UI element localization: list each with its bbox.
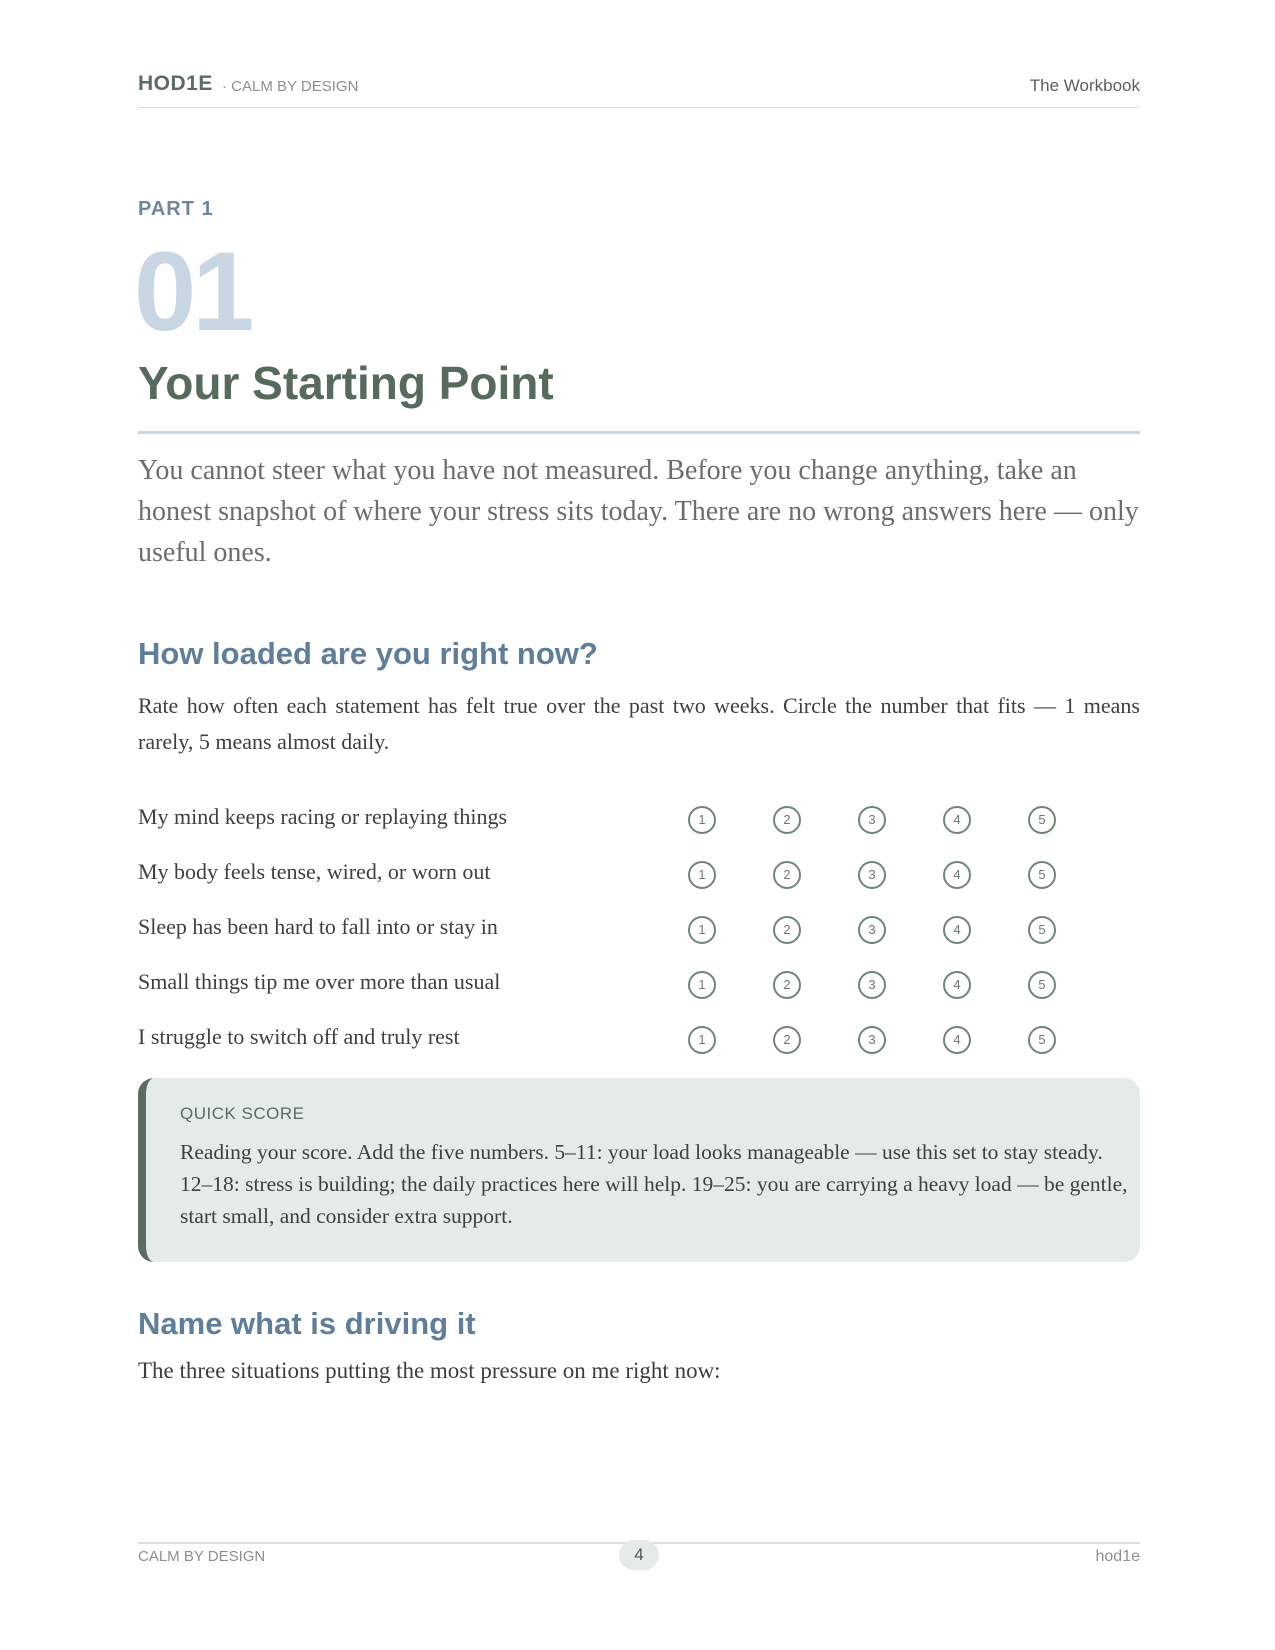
intro-paragraph: You cannot steer what you have not measured. Before you change anything, take an honest snapshot of where your stress sits today. There are no wrong answers here — only useful ones. (138, 455, 1139, 568)
rating-row (138, 800, 1140, 840)
brand-logo: HOD1E (138, 72, 213, 95)
rating-option[interactable]: 5 (1028, 806, 1056, 834)
chapter-title: Your Starting Point (138, 357, 554, 409)
rating-option[interactable]: 1 (688, 861, 716, 889)
rating-option[interactable]: 5 (1028, 1026, 1056, 1054)
section-heading-load: How loaded are you right now? (138, 636, 598, 671)
callout-text: Reading your score. Add the five numbers. 5–11: your load looks manageable — use this set to stay steady. 12–18: stress is building; the daily practices here will help. 19–25: you are carrying a heavy load — be gentle, start small, and consider extra support. (180, 1140, 1128, 1228)
rating-option[interactable]: 1 (688, 1026, 716, 1054)
rating-option[interactable]: 4 (943, 861, 971, 889)
rating-option[interactable]: 4 (943, 971, 971, 999)
rating-option[interactable]: 5 (1028, 861, 1056, 889)
rating-row (138, 965, 1140, 1005)
statement-label: Sleep has been hard to fall into or stay in (138, 914, 498, 939)
page-number-badge: 4 (619, 1540, 659, 1570)
statement-label: My body feels tense, wired, or worn out (138, 859, 491, 884)
rating-option[interactable]: 1 (688, 916, 716, 944)
rating-option[interactable]: 3 (858, 1026, 886, 1054)
rating-option[interactable]: 2 (773, 861, 801, 889)
rating-option[interactable]: 4 (943, 916, 971, 944)
rating-option[interactable]: 2 (773, 1026, 801, 1054)
rating-option[interactable]: 1 (688, 971, 716, 999)
rating-option[interactable]: 3 (858, 806, 886, 834)
statement-label: My mind keeps racing or replaying things (138, 804, 508, 829)
rating-option[interactable]: 2 (773, 916, 801, 944)
rating-option[interactable]: 5 (1028, 916, 1056, 944)
rating-option[interactable]: 4 (943, 806, 971, 834)
brand-tagline: · CALM BY DESIGN (222, 78, 359, 95)
rating-option[interactable]: 2 (773, 806, 801, 834)
section-heading-drivers: Name what is driving it (138, 1306, 476, 1341)
workbook-page (134, 0, 1140, 1650)
rating-option[interactable]: 2 (773, 971, 801, 999)
part-label: PART 1 (138, 198, 214, 220)
book-title: The Workbook (1029, 76, 1140, 95)
rating-row (138, 1020, 1140, 1060)
statement-label: Small things tip me over more than usual (138, 969, 501, 994)
rating-row (138, 855, 1140, 895)
footer-brand: hod1e (1095, 1548, 1140, 1565)
rating-option[interactable]: 3 (858, 861, 886, 889)
drivers-prompt: The three situations putting the most pressure on me right now: (138, 1358, 721, 1383)
statement-label: I struggle to switch off and truly rest (138, 1024, 460, 1049)
rating-option[interactable]: 4 (943, 1026, 971, 1054)
rating-option[interactable]: 3 (858, 971, 886, 999)
page-header (138, 72, 1140, 108)
title-divider (138, 431, 1140, 434)
rating-option[interactable]: 3 (858, 916, 886, 944)
rating-instructions: Rate how often each statement has felt true over the past two weeks. Circle the number that fits — 1 means rarely, 5 means almost daily. (138, 693, 1140, 754)
quick-score-callout (138, 1078, 1140, 1262)
footer-tagline: CALM BY DESIGN (138, 1548, 266, 1565)
rating-option[interactable]: 1 (688, 806, 716, 834)
rating-option[interactable]: 5 (1028, 971, 1056, 999)
callout-title: QUICK SCORE (180, 1104, 305, 1123)
chapter-number: 01 (134, 229, 251, 354)
rating-row (138, 910, 1140, 950)
